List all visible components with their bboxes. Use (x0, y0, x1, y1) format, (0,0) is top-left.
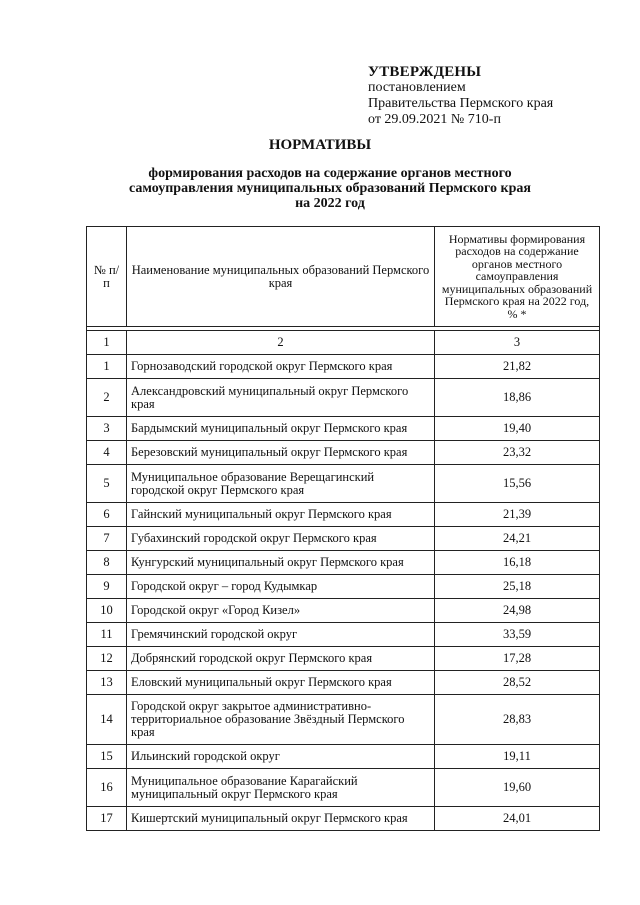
table-row (87, 355, 600, 379)
row-value: 25,18 (435, 575, 600, 599)
row-value: 19,40 (435, 417, 600, 441)
table-row (87, 769, 600, 807)
document-subtitle (100, 166, 560, 211)
table-row (87, 417, 600, 441)
column-index: 2 (127, 331, 435, 355)
subtitle-line-2: самоуправления муниципальных образований Пермского края (129, 181, 531, 196)
row-name: Муниципальное образование Верещагинский городской округ Пермского края (127, 465, 435, 503)
table-header-row (87, 227, 600, 327)
table-row (87, 575, 600, 599)
row-name: Ильинский городской округ (127, 745, 435, 769)
header-value: Нормативы формирования расходов на содержание органов местного самоуправления муниципальных образований Пермского края на 2022 год, % * (435, 227, 600, 327)
row-name: Городской округ закрытое административно-территориальное образование Звёздный Пермского края (127, 695, 435, 745)
column-index: 1 (87, 331, 127, 355)
table-row (87, 599, 600, 623)
approval-title: УТВЕРЖДЕНЫ (368, 64, 482, 80)
row-value: 24,98 (435, 599, 600, 623)
row-value: 28,52 (435, 671, 600, 695)
row-num: 16 (87, 769, 127, 807)
row-name: Городской округ «Город Кизел» (127, 599, 435, 623)
row-name: Кишертский муниципальный округ Пермского края (127, 807, 435, 831)
row-num: 15 (87, 745, 127, 769)
table-row (87, 671, 600, 695)
row-value: 16,18 (435, 551, 600, 575)
row-num: 2 (87, 379, 127, 417)
row-name: Губахинский городской округ Пермского края (127, 527, 435, 551)
table-row (87, 379, 600, 417)
row-name: Еловский муниципальный округ Пермского края (127, 671, 435, 695)
row-name: Гремячинский городской округ (127, 623, 435, 647)
row-value: 33,59 (435, 623, 600, 647)
row-num: 7 (87, 527, 127, 551)
table-row (87, 441, 600, 465)
row-name: Городской округ – город Кудымкар (127, 575, 435, 599)
row-value: 19,11 (435, 745, 600, 769)
row-num: 9 (87, 575, 127, 599)
table-row (87, 807, 600, 831)
row-num: 12 (87, 647, 127, 671)
approval-stamp (368, 64, 553, 128)
table-row (87, 623, 600, 647)
row-name: Бардымский муниципальный округ Пермского края (127, 417, 435, 441)
row-num: 8 (87, 551, 127, 575)
row-value: 23,32 (435, 441, 600, 465)
row-num: 17 (87, 807, 127, 831)
row-num: 5 (87, 465, 127, 503)
row-value: 24,21 (435, 527, 600, 551)
row-name: Добрянский городской округ Пермского края (127, 647, 435, 671)
row-num: 13 (87, 671, 127, 695)
table-row (87, 551, 600, 575)
row-num: 6 (87, 503, 127, 527)
row-num: 10 (87, 599, 127, 623)
document-title: НОРМАТИВЫ (268, 137, 372, 153)
row-value: 18,86 (435, 379, 600, 417)
header-name: Наименование муниципальных образований Пермского края (127, 227, 435, 327)
table-row (87, 503, 600, 527)
row-num: 11 (87, 623, 127, 647)
subtitle-line-3: на 2022 год (295, 196, 365, 211)
column-index: 3 (435, 331, 600, 355)
row-name: Александровский муниципальный округ Пермского края (127, 379, 435, 417)
table-row (87, 527, 600, 551)
row-num: 14 (87, 695, 127, 745)
row-name: Муниципальное образование Карагайский муниципальный округ Пермского края (127, 769, 435, 807)
column-index-row (87, 331, 600, 355)
row-value: 17,28 (435, 647, 600, 671)
norms-table (86, 226, 600, 831)
table-row (87, 745, 600, 769)
header-num: № п/п (87, 227, 127, 327)
row-name: Березовский муниципальный округ Пермского края (127, 441, 435, 465)
subtitle-line-1: формирования расходов на содержание органов местного (148, 166, 512, 181)
row-num: 3 (87, 417, 127, 441)
row-value: 21,39 (435, 503, 600, 527)
row-value: 19,60 (435, 769, 600, 807)
table-row (87, 695, 600, 745)
approval-line-2: Правительства Пермского края (368, 96, 554, 111)
row-num: 4 (87, 441, 127, 465)
table-row (87, 465, 600, 503)
approval-line-1: постановлением (368, 80, 466, 95)
row-name: Горнозаводский городской округ Пермского края (127, 355, 435, 379)
row-name: Гайнский муниципальный округ Пермского края (127, 503, 435, 527)
table-row (87, 647, 600, 671)
row-name: Кунгурский муниципальный округ Пермского края (127, 551, 435, 575)
row-value: 24,01 (435, 807, 600, 831)
approval-line-3: от 29.09.2021 № 710-п (368, 112, 501, 127)
row-value: 15,56 (435, 465, 600, 503)
row-num: 1 (87, 355, 127, 379)
row-value: 28,83 (435, 695, 600, 745)
row-value: 21,82 (435, 355, 600, 379)
